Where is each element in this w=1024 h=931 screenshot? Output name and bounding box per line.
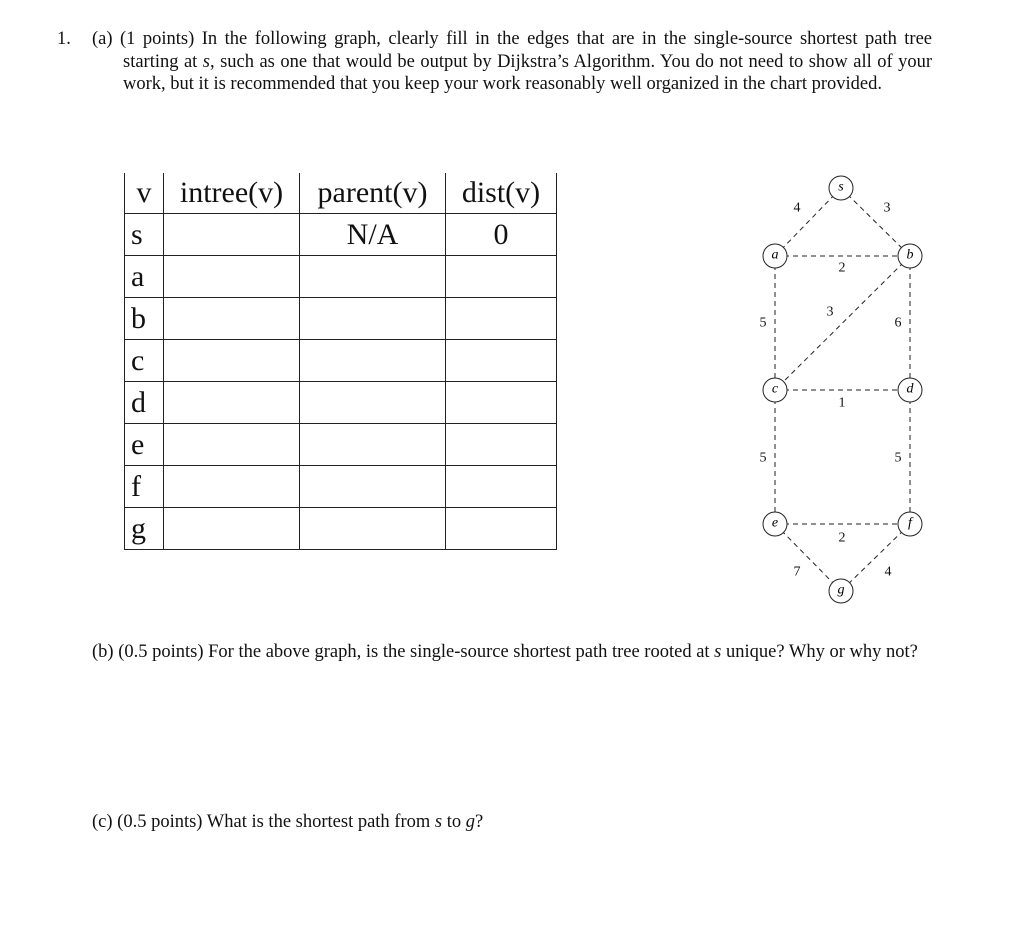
part-c-text-mid: to	[442, 812, 466, 832]
part-c-label: (c)	[92, 812, 113, 832]
node-a[interactable]	[763, 244, 787, 268]
node-label: f	[908, 515, 912, 531]
part-b-points: (0.5 points)	[118, 642, 204, 662]
part-c-text-1: What is the shortest path from	[206, 812, 435, 832]
weight-d-f: 5	[894, 450, 902, 466]
weight-a-c: 5	[759, 315, 767, 331]
node-b[interactable]	[898, 244, 922, 268]
weight-e-g: 7	[793, 564, 801, 580]
weight-b-d: 6	[894, 315, 902, 331]
part-c-var-s: s	[434, 812, 443, 832]
part-c-text-2: ?	[475, 812, 484, 832]
weight-c-d: 1	[838, 395, 846, 411]
node-c[interactable]	[763, 378, 787, 402]
part-a-var-s: s	[202, 51, 210, 72]
weight-f-g: 4	[884, 564, 892, 580]
node-label: d	[906, 381, 914, 397]
weight-s-b: 3	[883, 200, 891, 216]
edge-s-b[interactable]	[841, 188, 910, 256]
part-c-prompt	[92, 811, 932, 834]
part-b-var-s: s	[714, 642, 722, 662]
node-s[interactable]	[829, 176, 853, 200]
weight-e-f: 2	[838, 530, 846, 546]
cell-v: b	[125, 298, 164, 340]
part-c-points: (0.5 points)	[117, 812, 203, 832]
header-intree: intree(v)	[164, 173, 300, 214]
cell-v: d	[125, 382, 164, 424]
part-b-prompt	[92, 641, 932, 664]
part-a-label: (a)	[92, 29, 113, 49]
edge-e-g[interactable]	[775, 524, 841, 591]
cell-v: e	[125, 424, 164, 466]
cell-v: a	[125, 256, 164, 298]
node-label: e	[771, 515, 779, 531]
cell-v: c	[125, 340, 164, 382]
header-dist: dist(v)	[446, 173, 557, 214]
header-parent: parent(v)	[300, 173, 446, 214]
edge-b-c[interactable]	[775, 256, 910, 390]
part-c-var-g: g	[465, 812, 475, 832]
part-b-text-2: unique? Why or why not?	[721, 642, 918, 662]
node-label: s	[838, 179, 844, 195]
weight-a-b: 2	[838, 260, 846, 276]
cell-v: s	[125, 214, 164, 256]
cell-v: f	[125, 466, 164, 508]
weight-c-e: 5	[759, 450, 767, 466]
part-a-text-1: In the following graph, clearly fill in the edges that are in the single-source shortest path tree starting at	[123, 29, 933, 72]
node-g[interactable]	[829, 579, 853, 603]
part-a-text-2: , such as one that would be output by Dijkstra’s Algorithm. You do not need to show all of your work, but it is recommended that you keep your work reasonably well organized in the chart provided.	[123, 51, 932, 94]
edge-s-a[interactable]	[775, 188, 841, 256]
node-label: g	[837, 582, 845, 598]
node-label: a	[771, 247, 779, 263]
part-b-label: (b)	[92, 642, 114, 662]
weight-b-c: 3	[826, 304, 834, 320]
edge-f-g[interactable]	[838, 524, 910, 591]
node-label: c	[771, 381, 779, 397]
cell-dist[interactable]: 0	[446, 214, 557, 256]
node-d[interactable]	[898, 378, 922, 402]
node-label: b	[906, 247, 914, 263]
weight-s-a: 4	[793, 200, 801, 216]
header-v: v	[125, 173, 164, 214]
cell-parent[interactable]: N/A	[300, 214, 446, 256]
question-number: 1.	[57, 29, 71, 49]
node-e[interactable]	[763, 512, 787, 536]
cell-v: g	[125, 508, 164, 550]
part-b-text-1: For the above graph, is the single-source shortest path tree rooted at	[208, 642, 715, 662]
node-f[interactable]	[898, 512, 922, 536]
part-a-points: (1 points)	[120, 29, 195, 49]
